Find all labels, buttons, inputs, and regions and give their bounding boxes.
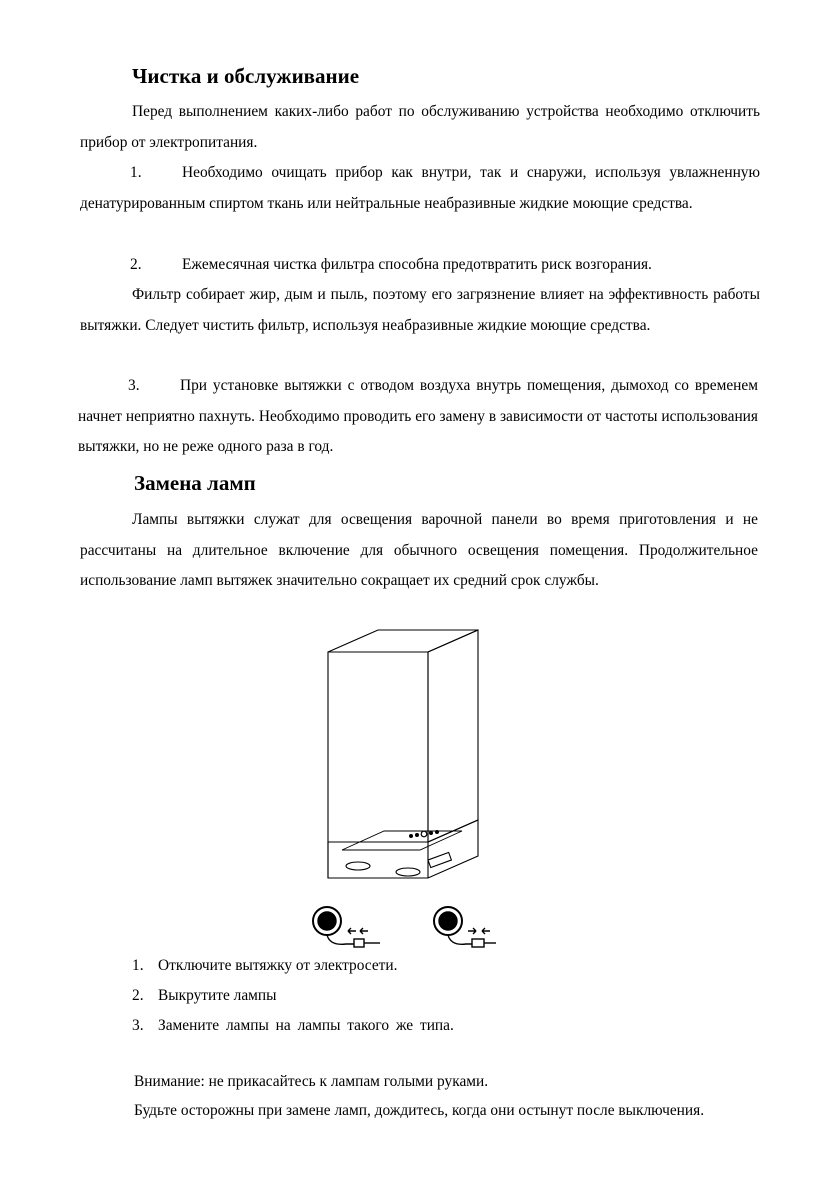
item-2-text: Ежемесячная чистка фильтра способна предотвратить риск возгорания. xyxy=(182,256,652,273)
hood-top-face xyxy=(328,630,478,652)
step-3-text: Замените лампы на лампы такого же типа. xyxy=(158,1017,454,1034)
lamp-left-icon xyxy=(346,862,370,870)
item-3-text: При установке вытяжки с отводом воздуха внутрь помещения, дымоход со временем начнет неприятно пахнуть. Необходимо проводить его замену в зависимости от частоты использования вытяжки, но не реже одного раза в год. xyxy=(78,377,758,455)
hood-side-face xyxy=(428,630,478,842)
lamp-detail-2 xyxy=(434,907,496,947)
step-3-number: 3. xyxy=(132,1017,144,1034)
hood-filter-panel xyxy=(342,831,462,850)
filter-paragraph: Фильтр собирает жир, дым и пыль, поэтому его загрязнение влияет на эффективность работы вытяжки. Следует чистить фильтр, используя неабразивные жидкие моющие средства. xyxy=(80,286,760,334)
step-1-number: 1. xyxy=(132,957,144,974)
intro-paragraph: Перед выполнением каких-либо работ по обслуживанию устройства необходимо отключить прибор от электропитания. xyxy=(80,103,760,151)
item-1-text: Необходимо очищать прибор как внутри, так и снаружи, используя увлажненную денатурированным спиртом ткань или нейтральные неабразивные жидкие моющие средства. xyxy=(80,164,760,212)
lamp-right-icon xyxy=(396,868,420,876)
hood-diagram xyxy=(300,628,530,948)
step-2-text: Выкрутите лампы xyxy=(158,987,277,1004)
lamp-detail-1 xyxy=(313,907,380,947)
caution-paragraph: Будьте осторожны при замене ламп, дождитесь, когда они остынут после выключения. xyxy=(134,1102,705,1119)
item-2-number: 2. xyxy=(130,256,142,273)
step-2-number: 2. xyxy=(132,987,144,1004)
item-1-number: 1. xyxy=(130,164,142,181)
cleaning-title: Чистка и обслуживание xyxy=(132,64,360,88)
hood-illustration xyxy=(300,628,530,948)
lamps-paragraph: Лампы вытяжки служат для освещения варочной панели во время приготовления и не рассчитаны на длительное включение для обычного освещения помещения. Продолжительное использование ламп вытяжек значительно сокращает их средний срок службы. xyxy=(80,511,758,589)
hood-front-face xyxy=(328,652,428,842)
step-1-text: Отключите вытяжку от электросети. xyxy=(158,957,398,974)
warning-text: Внимание: не прикасайтесь к лампам голыми руками. xyxy=(134,1073,489,1090)
vent-slot-icon xyxy=(428,852,451,867)
lamps-title: Замена ламп xyxy=(134,471,256,495)
item-3-number: 3. xyxy=(128,377,140,394)
